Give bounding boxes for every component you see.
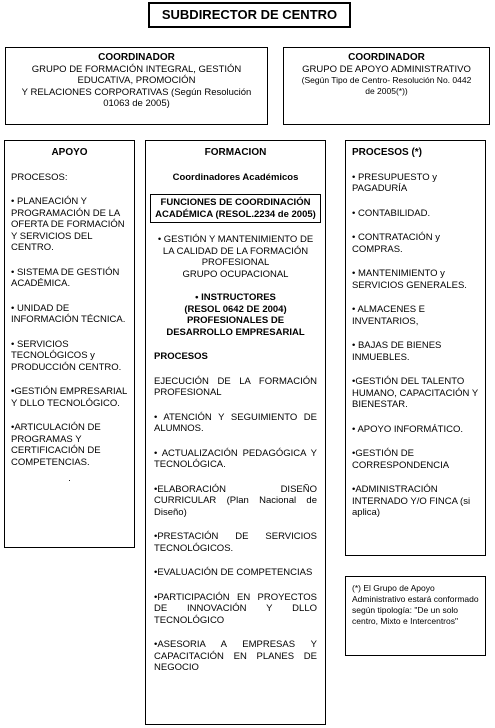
list-item: Y DLLO TECNOLÓGICO. [11, 397, 120, 409]
subdirector-box [148, 2, 351, 28]
list-item: • CONTABILIDAD. [352, 207, 431, 219]
formacion-heading: FORMACION [204, 147, 267, 158]
profesionales-text: PROFESIONALES DE DESARROLLO EMPRESARIAL [166, 315, 305, 338]
list-item: •PRESTACIÓN DE SERVICIOS TECNOLÓGICOS. [154, 531, 317, 554]
coordinator-heading: COORDINADOR [98, 52, 175, 63]
list-item: • SISTEMA DE GESTIÓN ACADÉMICA. [11, 266, 120, 289]
list-item: •ARTICULACIÓN DE PROGRAMAS Y CERTIFICACIÓN DE COMPETENCIAS. [11, 422, 101, 468]
trailing-dot: . [68, 473, 71, 484]
coordinator-formation-box [5, 47, 268, 125]
list-item: • SERVICIOS TECNOLÓGICOS y PRODUCCIÓN CENTRO. [11, 338, 122, 373]
apoyo-intro: PROCESOS: [11, 171, 68, 183]
list-item: • APOYO INFORMÁTICO. [352, 423, 464, 435]
formacion-box [145, 140, 326, 725]
procesos-admin-heading: PROCESOS (*) [352, 147, 423, 158]
list-item: •GESTIÓN EMPRESARIAL [11, 386, 128, 397]
coordinator-line: GRUPO DE APOYO ADMINISTRATIVO [302, 63, 471, 75]
coordinator-line: de 2005(*)) [365, 86, 408, 96]
apoyo-heading: APOYO [51, 147, 88, 158]
gestion-text: • GESTIÓN Y MANTENIMIENTO DE LA CALIDAD DE LA FORMACIÓN PROFESIONAL [157, 234, 314, 268]
procesos-admin-box [345, 140, 486, 556]
procesos-heading: PROCESOS [154, 351, 208, 362]
list-item: • MANTENIMIENTO y SERVICIOS GENERALES. [352, 268, 467, 291]
coordinator-line: EDUCATIVA, PROMOCIÓN [77, 75, 196, 86]
list-item: • ACTUALIZACIÓN PEDAGÓGICA Y TECNOLÓGICA. [154, 447, 317, 470]
list-item: • ALMACENES E INVENTARIOS, [352, 304, 426, 327]
list-item: •GESTIÓN DE CORRESPONDENCIA [352, 448, 450, 471]
list-item: •PARTICIPACIÓN EN PROYECTOS DE INNOVACIÓN Y DLLO TECNOLÓGICO [154, 591, 317, 626]
coordinator-line: 01063 de 2005) [103, 98, 170, 109]
list-item: EJECUCIÓN DE LA FORMACIÓN PROFESIONAL [154, 375, 317, 398]
list-item: •ELABORACIÓN DISEÑO CURRICULAR (Plan Nacional de Diseño) [154, 483, 317, 518]
coordinator-heading: COORDINADOR [348, 52, 425, 63]
list-item: • CONTRATACIÓN y COMPRAS. [352, 232, 440, 255]
list-item: • UNIDAD DE INFORMACIÓN TÉCNICA. [11, 302, 126, 325]
coordinator-line: GRUPO DE FORMACIÓN INTEGRAL, GESTIÓN [31, 63, 242, 75]
list-item: •ASESORIA A EMPRESAS Y CAPACITACIÓN EN PLANES DE NEGOCIO [154, 639, 317, 673]
coordinator-line: (Según Tipo de Centro- Resolución No. 0442 [301, 75, 472, 85]
footnote-box [345, 576, 486, 656]
apoyo-box [4, 140, 135, 548]
list-item: • ATENCIÓN Y SEGUIMIENTO DE ALUMNOS. [154, 411, 317, 434]
instructores-text: • INSTRUCTORES [195, 292, 276, 303]
list-item: • BAJAS DE BIENES INMUEBLES. [352, 340, 442, 363]
coordinator-line: Y RELACIONES CORPORATIVAS (Según Resolución [21, 86, 252, 98]
list-item: •EVALUACIÓN DE COMPETENCIAS [154, 567, 313, 578]
formacion-subheading: Coordinadores Académicos [172, 171, 299, 183]
list-item: •GESTIÓN DEL TALENTO HUMANO, CAPACITACIÓN Y BIENESTAR. [352, 376, 478, 410]
resol-text: (RESOL 0642 DE 2004) [184, 303, 287, 315]
grupo-text: GRUPO OCUPACIONAL [182, 268, 289, 280]
subdirector-title: SUBDIRECTOR DE CENTRO [161, 7, 338, 22]
list-item: • PLANEACIÓN Y PROGRAMACIÓN DE LA OFERTA DE FORMACIÓN Y SERVICIOS DEL CENTRO. [11, 196, 125, 253]
coordinator-admin-box [283, 47, 490, 125]
list-item: • PRESUPUESTO y PAGADURÍA [352, 171, 437, 194]
list-item: •ADMINISTRACIÓN INTERNADO Y/O FINCA (si aplica) [352, 484, 471, 518]
footnote-text: (*) El Grupo de Apoyo Administrativo estará conformado según tipología: "De un solo centro, Mixto e Intercentros" [352, 583, 479, 626]
funciones-box: FUNCIONES DE COORDINACIÓN ACADÉMICA (RESOL.2234 de 2005) [150, 194, 321, 223]
